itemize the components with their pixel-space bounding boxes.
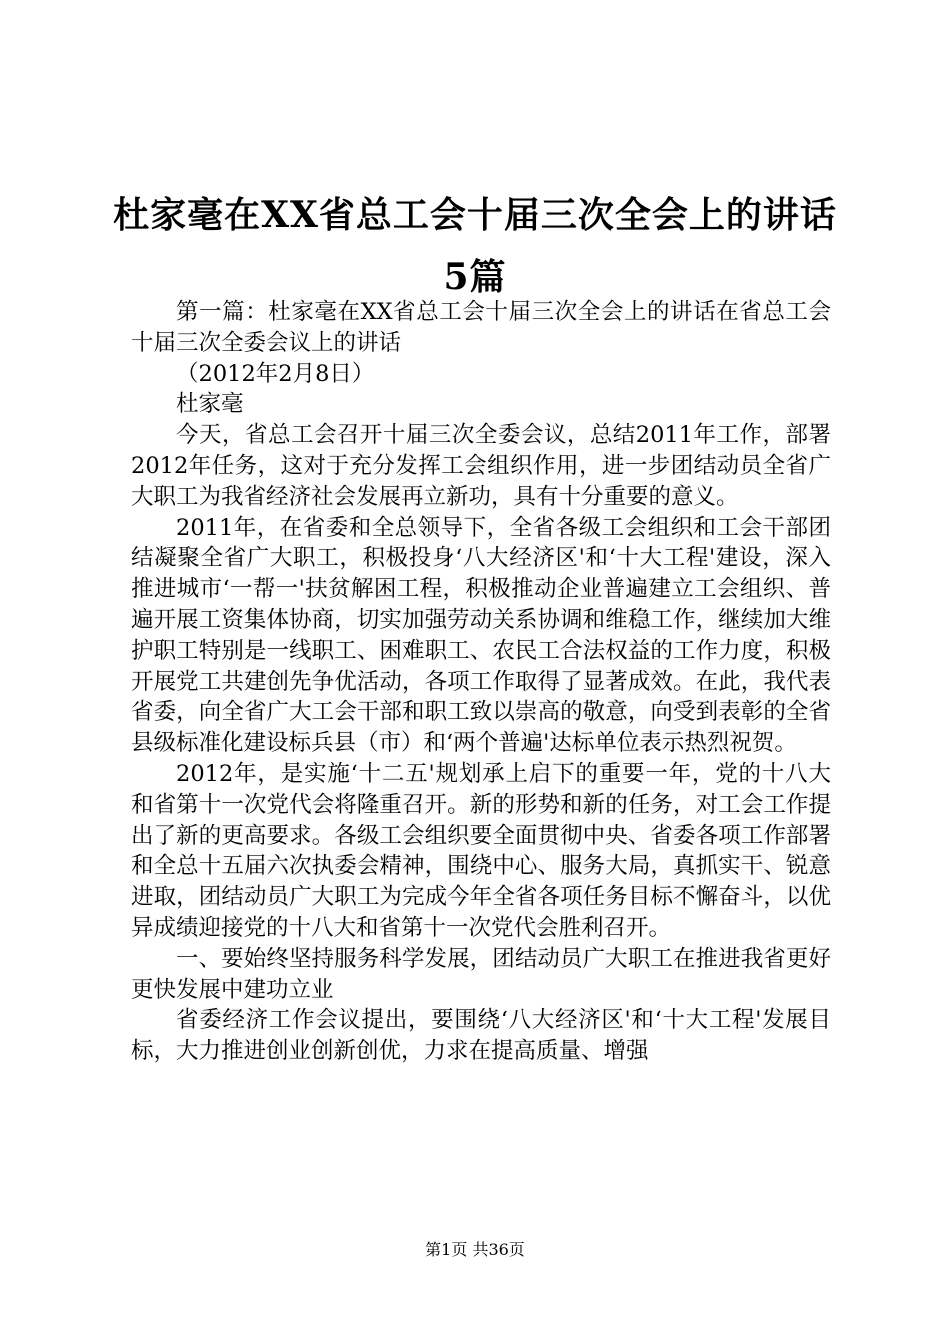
page-number: 第1页 共36页 <box>425 1240 525 1259</box>
paragraph: 省委经济工作会议提出，要围绕‘八大经济区'和‘十大工程'发展目标，大力推进创业创新创优，力求在提高质量、增强 <box>131 1007 831 1065</box>
paragraph: 今天，省总工会召开十届三次全委会议，总结2011年工作，部署2012年任务，这对于充分发挥工会组织作用，进一步团结动员全省广大职工为我省经济社会发展再立新功，具有十分重要的意义。 <box>131 422 831 510</box>
paragraph-speaker: 杜家毫 <box>176 391 244 418</box>
paragraph-heading: 第一篇：杜家毫在XX省总工会十届三次全会上的讲话在省总工会十届三次全委会议上的讲话 <box>131 299 831 356</box>
paragraph: 2011年，在省委和全总领导下，全省各级工会组织和工会干部团结凝聚全省广大职工，积极投身‘八大经济区'和‘十大工程'建设，深入推进城市‘一帮一'扶贫解困工程，积极推动企业普遍建立工会组织、普遍开展工资集体协商，切实加强劳动关系协调和维稳工作，继续加大维护职工特别是一线职工、困难职工、农民工合法权益的工作力度，积极开展党工共建创先争优活动，各项工作取得了显著成效。在此，我代表省委，向全省广大工会干部和职工致以崇高的敬意，向受到表彰的全省县级标准化建设标兵县（市）和‘两个普遍'达标单位表示热烈祝贺。 <box>131 514 831 757</box>
document-body <box>131 297 831 1067</box>
document-title: 杜家毫在XX省总工会十届三次全会上的讲话5篇 <box>113 194 837 299</box>
paragraph-date: （2012年2月8日） <box>176 360 375 387</box>
paragraph: 2012年，是实施‘十二五'规划承上启下的重要一年，党的十八大和省第十一次党代会将隆重召开。新的形势和新的任务，对工会工作提出了新的更高要求。各级工会组织要全面贯彻中央、省委各项工作部署和全总十五届六次执委会精神，围绕中心、服务大局，真抓实干、锐意进取，团结动员广大职工为完成今年全省各项任务目标不懈奋斗，以优异成绩迎接党的十八大和省第十一次党代会胜利召开。 <box>131 760 831 941</box>
paragraph-section-heading: 一、要始终坚持服务科学发展，团结动员广大职工在推进我省更好更快发展中建功立业 <box>131 945 831 1003</box>
